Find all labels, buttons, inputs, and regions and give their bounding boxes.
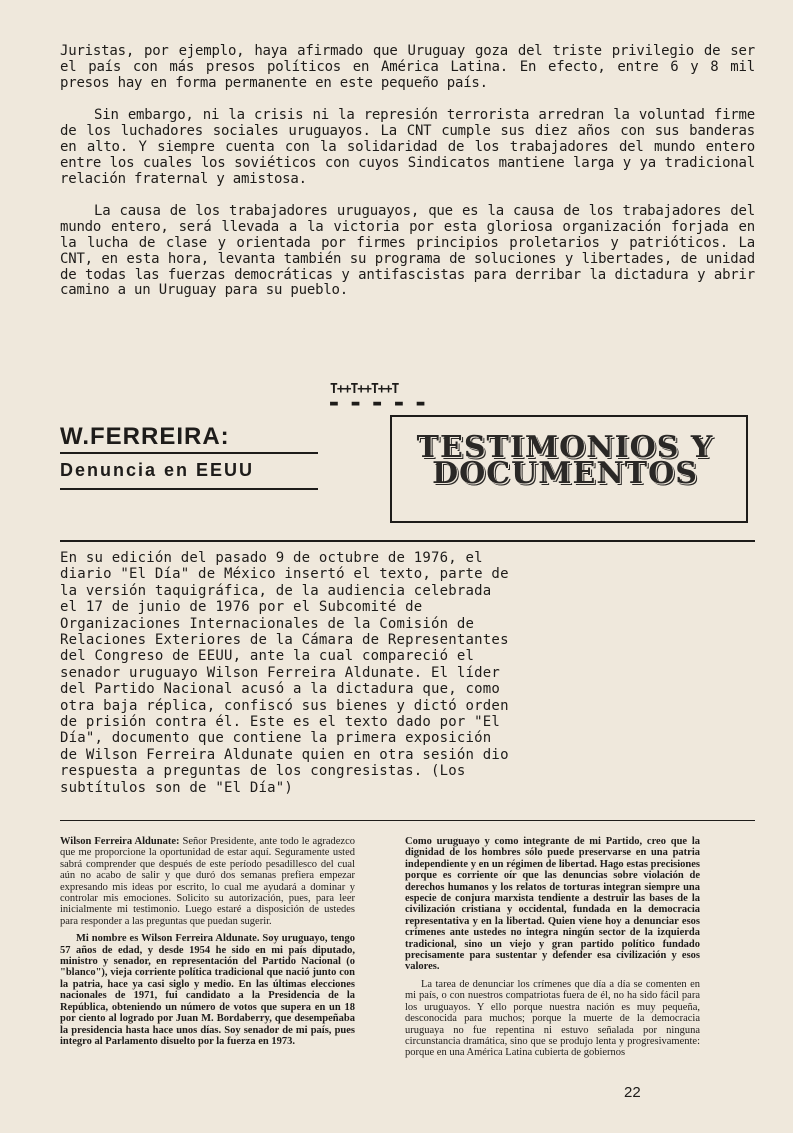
article-headline — [60, 423, 320, 451]
left-paragraph-2: Mi nombre es Wilson Ferreira Aldunate. Soy uruguayo, tengo 57 años de edad, y desde 1954 he sido en mi país diputado, ministro y senador, en representación del Partido Nacional (o "blanco"), vieja corriente política tradicional que nació junto con la patria, hace ya casi siglo y medio. En las últimas elecciones nacionales de 1971, fui candidato a la Presidencia de la República, obteniendo un número de votos que supera en un 18 por ciento al logrado por Juan M. Bordaberry, que desempeñaba la presidencia hasta hace unos días. Soy senador de mi país, pues integro al Parlamento disuelto por la fuerza en 1973. — [60, 933, 355, 1047]
section-divider — [60, 540, 755, 542]
speaker-name: Wilson Ferreira Aldunate: — [60, 836, 180, 847]
right-column — [405, 836, 700, 1065]
page-number: 22 — [624, 1084, 641, 1101]
headline-subtitle: Denuncia en EEUU — [60, 460, 255, 480]
left-column — [60, 836, 355, 1053]
ornament-text: T++T++T++T — [330, 382, 399, 397]
ornament-dots: ▬ ▬ ▬ ▬ ▬ — [330, 396, 428, 411]
right-paragraph-2: La tarea de denunciar los crímenes que día a día se comenten en mi país, o con nuestros compatriotas fuera de él, no ha sido fácil para los uruguayos. Y ello porque nuestra nación es muy pequeña, desconocida para muchos; porque la muerte de la democracia uruguaya no fue repentina ni estuvo señalada por ninguna circunstancia dramática, sino que se produjo lenta y progresivamente: porque en una América Latina cubierta de gobiernos — [405, 978, 700, 1059]
subtitle-rule — [60, 488, 318, 490]
left-paragraph-1 — [60, 836, 355, 927]
intro-paragraph: En su edición del pasado 9 de octubre de 1976, el diario "El Día" de México insertó el texto, parte de la versión taquigráfica, de la audiencia celebrada el 17 de junio de 1976 por el Subcomité de Organizaciones Internacionales de la Comisión de Relaciones Exteriores de la Cámara de Representantes del Congreso de EEUU, ante la cual compareció el senador uruguayo Wilson Ferreira Aldunate. El líder del Partido Nacional acusó a la dictadura que, como otra baja réplica, confiscó sus bienes y dictó orden de prisión contra él. Este es el texto dado por "El Día", documento que contiene la primera exposición de Wilson Ferreira Aldunate quien en otra sesión dio respuesta a preguntas de los congresistas. (Los subtítulos son de "El Día") — [60, 550, 509, 796]
left-paragraph-1-text: Señor Presidente, ante todo le agradezco que me proporcione la oportunidad de estar aquí. Seguramente usted sabrá comprender que después de este período pesadillesco del cual aún no acabo de salir y que duró dos semanas prefiera empezar expresando mis ideas por escrito, lo cual me ayudará a dominar y controlar mis emociones. Solicito su autorización, pues, para leer inicialmente mi testimonio. Luego estaré a disposición de ustedes para responder a las preguntas que puedan sugerir. — [60, 836, 355, 927]
headline-title: W.FERREIRA: — [60, 423, 230, 450]
section-box — [390, 415, 748, 523]
top-paragraph-1: Juristas, por ejemplo, haya afirmado que Uruguay goza del triste privilegio de ser el país con más presos políticos en América Latina. En efecto, entre 6 y 8 mil presos hay en forma permanente en este pequeño país. — [60, 43, 755, 91]
box-line-2: DOCUMENTOS — [432, 456, 698, 491]
section-box-title — [410, 430, 720, 491]
top-text-block — [60, 44, 755, 316]
top-paragraph-3: La causa de los trabajadores uruguayos, que es la causa de los trabajadores del mundo entero, será llevada a la victoria por esta gloriosa organización forjada en la lucha de clase y orientada por firmes principios proletarios y patrióticos. La CNT, en esta hora, levanta también su programa de soluciones y libertades, de unidad de todas las fuerzas democráticas y antifascistas para derribar la dictadura y abrir camino a un Uruguay para su pueblo. — [60, 203, 755, 299]
right-paragraph-1: Como uruguayo y como integrante de mi Partido, creo que la dignidad de los hombres sólo puede preservarse en una patria independiente y en un régimen de libertad. Hago estas precisiones porque es corriente oír que las denuncias sobre violación de derechos humanos y los relatos de torturas integran siempre una especie de conjura marxista tendiente a destruir las bases de la civilización cristiana y occidental, fundada en la democracia representativa y en la libertad. Quien viene hoy a denunciar esos crímenes ante ustedes no integra ningún sector de la izquierda tradicional, sino un viejo y gran partido político fundado precisamente para sustentar y defender esa civilización y esos valores. — [405, 836, 700, 973]
section-ornament — [330, 383, 460, 413]
box-line-1: TESTIMONIOS Y — [416, 430, 714, 465]
top-paragraph-2: Sin embargo, ni la crisis ni la represión terrorista arredran la voluntad firme de los luchadores sociales uruguayos. La CNT cumple sus diez años con sus banderas en alto. Y siempre cuenta con la solidaridad de los trabajadores del mundo entero entre los cuales los soviéticos con cuyos Sindicatos mantiene larga y ya tradicional relación fraternal y amistosa. — [60, 107, 755, 187]
columns-divider — [60, 820, 755, 821]
headline-rule — [60, 452, 318, 454]
